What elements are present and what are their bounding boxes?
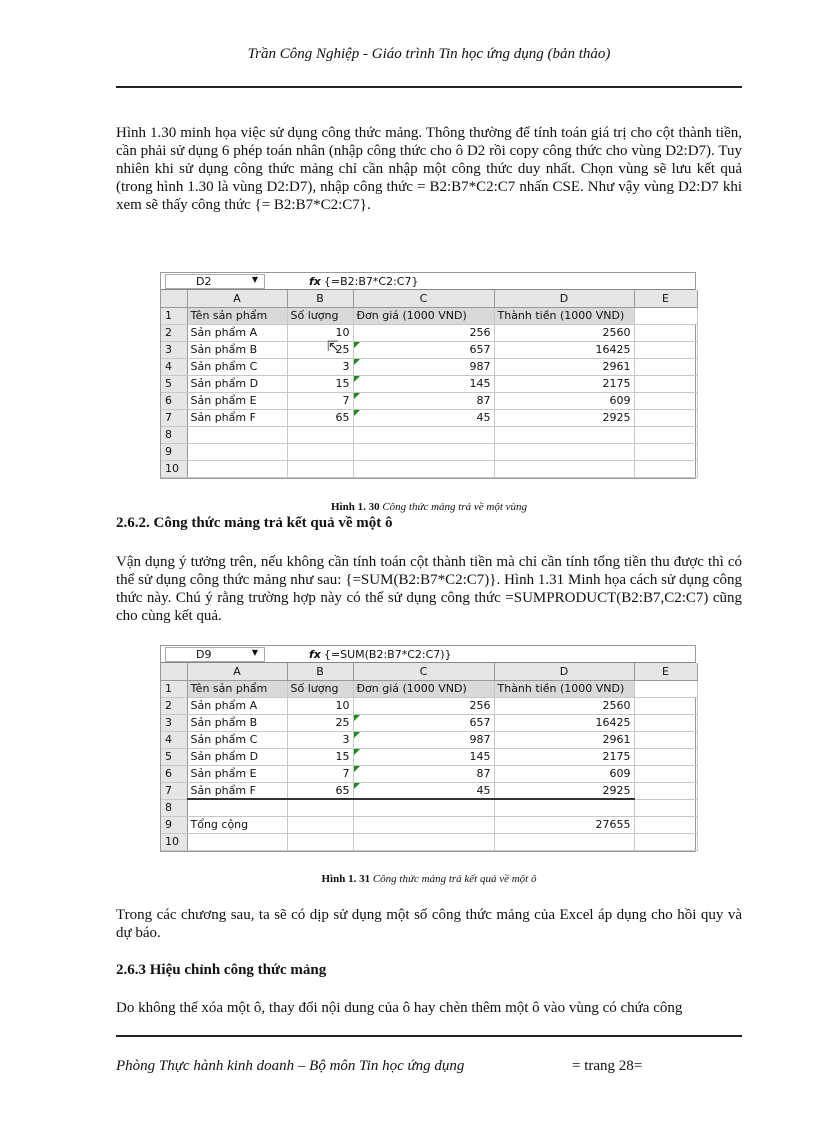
select-all-corner[interactable] bbox=[161, 290, 187, 307]
product-name-cell[interactable]: Sản phẩm A bbox=[187, 697, 287, 714]
price-cell[interactable]: 987 bbox=[353, 731, 494, 748]
empty-cell[interactable] bbox=[494, 799, 634, 816]
total-cell[interactable]: 2961 bbox=[494, 731, 634, 748]
dropdown-arrow-icon[interactable]: ▼ bbox=[251, 647, 258, 657]
quantity-cell[interactable]: 7 bbox=[287, 392, 353, 409]
product-name-cell[interactable]: Sản phẩm A bbox=[187, 324, 287, 341]
empty-cell[interactable] bbox=[353, 799, 494, 816]
quantity-cell[interactable]: 15 bbox=[287, 748, 353, 765]
product-name-cell[interactable]: Sản phẩm B bbox=[187, 714, 287, 731]
footer-page-number: = trang 28= bbox=[572, 1058, 643, 1074]
row-header[interactable]: 10 bbox=[161, 833, 187, 850]
name-box-value: D2 bbox=[196, 274, 212, 288]
figure-1-30-caption bbox=[116, 501, 742, 513]
empty-cell[interactable] bbox=[634, 324, 697, 341]
empty-cell[interactable] bbox=[634, 799, 697, 816]
product-name-cell[interactable]: Sản phẩm F bbox=[187, 409, 287, 426]
empty-cell[interactable] bbox=[494, 443, 634, 460]
empty-cell[interactable] bbox=[187, 426, 287, 443]
empty-cell[interactable] bbox=[634, 697, 697, 714]
row-header[interactable]: 5 bbox=[161, 375, 187, 392]
total-cell[interactable]: 2925 bbox=[494, 409, 634, 426]
product-name-cell[interactable]: Sản phẩm E bbox=[187, 765, 287, 782]
column-header-e[interactable]: E bbox=[634, 290, 697, 307]
header-cell[interactable]: Đơn giá (1000 VND) bbox=[353, 307, 494, 324]
empty-cell[interactable] bbox=[634, 409, 697, 426]
row-header[interactable]: 6 bbox=[161, 392, 187, 409]
quantity-cell[interactable]: 7 bbox=[287, 765, 353, 782]
row-header[interactable]: 2 bbox=[161, 324, 187, 341]
price-cell[interactable]: 987 bbox=[353, 358, 494, 375]
empty-cell[interactable] bbox=[634, 460, 697, 477]
empty-cell[interactable] bbox=[634, 341, 697, 358]
total-cell[interactable]: 2925 bbox=[494, 782, 634, 799]
column-header-b[interactable]: B bbox=[287, 663, 353, 680]
row-header[interactable]: 3 bbox=[161, 714, 187, 731]
empty-cell[interactable] bbox=[287, 443, 353, 460]
empty-cell[interactable] bbox=[634, 714, 697, 731]
empty-cell[interactable] bbox=[634, 680, 697, 697]
section-2-6-2-title: 2.6.2. Công thức mảng trả kết quả về một ô bbox=[116, 515, 393, 531]
total-cell[interactable]: 2961 bbox=[494, 358, 634, 375]
formula-bar bbox=[161, 273, 695, 290]
empty-cell[interactable] bbox=[287, 460, 353, 477]
empty-cell[interactable] bbox=[634, 731, 697, 748]
total-cell[interactable]: 2560 bbox=[494, 697, 634, 714]
select-all-corner[interactable] bbox=[161, 663, 187, 680]
section-2-6-3-paragraph: Do không thể xóa một ô, thay đổi nội dung của ô hay chèn thêm một ô vào vùng có chứa công bbox=[116, 1000, 683, 1016]
quantity-cell[interactable]: 3 bbox=[287, 358, 353, 375]
row-header[interactable]: 4 bbox=[161, 358, 187, 375]
empty-cell[interactable] bbox=[353, 833, 494, 850]
price-cell[interactable]: 256 bbox=[353, 324, 494, 341]
quantity-cell[interactable]: 10 bbox=[287, 324, 353, 341]
row-header[interactable]: 9 bbox=[161, 443, 187, 460]
empty-cell[interactable] bbox=[287, 799, 353, 816]
product-name-cell[interactable]: Sản phẩm C bbox=[187, 731, 287, 748]
function-icon[interactable]: fx bbox=[309, 647, 321, 661]
caption-label: Hình 1. 31 bbox=[321, 873, 371, 885]
name-box[interactable] bbox=[165, 274, 265, 289]
empty-cell[interactable] bbox=[353, 426, 494, 443]
footer-department: Phòng Thực hành kinh doanh – Bộ môn Tin học ứng dụng bbox=[116, 1058, 465, 1074]
formula-bar bbox=[161, 646, 695, 663]
empty-cell[interactable] bbox=[634, 833, 697, 850]
header-cell[interactable]: Đơn giá (1000 VND) bbox=[353, 680, 494, 697]
empty-cell[interactable] bbox=[634, 782, 697, 799]
quantity-cell[interactable]: 3 bbox=[287, 731, 353, 748]
empty-cell[interactable] bbox=[287, 426, 353, 443]
empty-cell[interactable] bbox=[634, 443, 697, 460]
empty-cell[interactable] bbox=[494, 833, 634, 850]
spreadsheet-figure-1-31 bbox=[160, 645, 696, 852]
header-cell[interactable]: Số lượng bbox=[287, 680, 353, 697]
product-name-cell[interactable]: Sản phẩm B bbox=[187, 341, 287, 358]
empty-cell[interactable] bbox=[353, 460, 494, 477]
empty-cell[interactable] bbox=[187, 833, 287, 850]
total-cell[interactable]: 609 bbox=[494, 765, 634, 782]
total-cell[interactable]: 609 bbox=[494, 392, 634, 409]
name-box-value: D9 bbox=[196, 647, 212, 661]
empty-cell[interactable] bbox=[494, 426, 634, 443]
row-header[interactable]: 10 bbox=[161, 460, 187, 477]
column-header-a[interactable]: A bbox=[187, 663, 287, 680]
empty-cell[interactable] bbox=[634, 375, 697, 392]
empty-cell[interactable] bbox=[353, 443, 494, 460]
empty-cell[interactable] bbox=[634, 392, 697, 409]
price-cell[interactable]: 87 bbox=[353, 765, 494, 782]
price-cell[interactable]: 45 bbox=[353, 782, 494, 799]
section-2-6-3-title: 2.6.3 Hiệu chỉnh công thức mảng bbox=[116, 962, 327, 978]
empty-cell[interactable] bbox=[634, 307, 697, 324]
column-header-b[interactable]: B bbox=[287, 290, 353, 307]
price-cell[interactable]: 87 bbox=[353, 392, 494, 409]
empty-cell[interactable] bbox=[353, 816, 494, 833]
quantity-cell[interactable]: 65 bbox=[287, 409, 353, 426]
formula-text[interactable]: {=SUM(B2:B7*C2:C7)} bbox=[323, 647, 452, 661]
total-cell[interactable]: 2175 bbox=[494, 375, 634, 392]
header-cell[interactable]: Số lượng bbox=[287, 307, 353, 324]
empty-cell[interactable] bbox=[634, 816, 697, 833]
column-header-e[interactable]: E bbox=[634, 663, 697, 680]
column-header-c[interactable]: C bbox=[353, 663, 494, 680]
quantity-cell[interactable]: 65 bbox=[287, 782, 353, 799]
price-cell[interactable]: 45 bbox=[353, 409, 494, 426]
row-header[interactable]: 9 bbox=[161, 816, 187, 833]
mouse-cursor-icon: ⇱ bbox=[327, 339, 339, 355]
row-header[interactable]: 6 bbox=[161, 765, 187, 782]
quantity-cell[interactable]: 25 bbox=[287, 341, 353, 358]
row-header[interactable]: 1 bbox=[161, 307, 187, 324]
function-icon[interactable]: fx bbox=[309, 274, 321, 288]
caption-text: Công thức mảng trả kết quả về một ô bbox=[372, 873, 537, 885]
empty-cell[interactable] bbox=[634, 426, 697, 443]
row-header[interactable]: 4 bbox=[161, 731, 187, 748]
price-cell[interactable]: 145 bbox=[353, 375, 494, 392]
row-header[interactable]: 3 bbox=[161, 341, 187, 358]
price-cell[interactable]: 145 bbox=[353, 748, 494, 765]
dropdown-arrow-icon[interactable]: ▼ bbox=[251, 274, 258, 284]
formula-text[interactable]: {=B2:B7*C2:C7} bbox=[323, 274, 419, 288]
paragraph-after-figures: Trong các chương sau, ta sẽ có dịp sử dụng một số công thức mảng của Excel áp dụng cho hồi quy và dự báo. bbox=[116, 907, 742, 941]
row-header[interactable]: 1 bbox=[161, 680, 187, 697]
empty-cell[interactable] bbox=[494, 460, 634, 477]
section-2-6-2-paragraph: Vận dụng ý tưởng trên, nếu không cần tính toán cột thành tiền mà chỉ cần tính tổng tiền thu được thì có thể sử dụng công thức mảng như sau: {=SUM(B2:B7*C2:C7)}. Hình 1.31 Minh họa cách sử dụng công thức này. Chú ý rằng trường hợp này có thể sử dụng công thức =SUMPRODUCT(B2:B7,C2:C7) cũng cho cùng kết quả. bbox=[116, 554, 742, 624]
empty-cell[interactable] bbox=[634, 765, 697, 782]
total-cell[interactable]: 16425 bbox=[494, 714, 634, 731]
total-cell[interactable]: 2560 bbox=[494, 324, 634, 341]
spreadsheet-figure-1-30 bbox=[160, 272, 696, 479]
total-cell[interactable]: 2175 bbox=[494, 748, 634, 765]
product-name-cell[interactable]: Sản phẩm D bbox=[187, 748, 287, 765]
row-header[interactable]: 2 bbox=[161, 697, 187, 714]
intro-paragraph: Hình 1.30 minh họa việc sử dụng công thức mảng. Thông thường để tính toán giá trị cho cột thành tiền, cần phải sử dụng 6 phép toán nhân (nhập công thức cho ô D2 rồi copy công thức cho vùng D2:D7). Tuy nhiên khi sử dụng công thức mảng chỉ cần nhập một công thức duy nhất. Chọn vùng sẽ lưu kết quả (trong hình 1.30 là vùng D2:D7), nhập công thức = B2:B7*C2:C7 nhấn CSE. Như vậy vùng D2:D7 khi xem sẽ thấy công thức {= B2:B7*C2:C7}. bbox=[116, 125, 742, 213]
header-cell[interactable]: Thành tiền (1000 VND) bbox=[494, 307, 634, 324]
empty-cell[interactable] bbox=[634, 748, 697, 765]
name-box[interactable] bbox=[165, 647, 265, 662]
row-header[interactable]: 8 bbox=[161, 799, 187, 816]
empty-cell[interactable] bbox=[634, 358, 697, 375]
figure-1-31-caption bbox=[116, 873, 742, 885]
header-cell[interactable]: Tên sản phẩm bbox=[187, 307, 287, 324]
caption-label: Hình 1. 30 bbox=[330, 501, 380, 513]
product-name-cell[interactable]: Sản phẩm C bbox=[187, 358, 287, 375]
footer-rule bbox=[116, 1035, 742, 1037]
header-cell[interactable]: Tên sản phẩm bbox=[187, 680, 287, 697]
row-header[interactable]: 8 bbox=[161, 426, 187, 443]
quantity-cell[interactable]: 25 bbox=[287, 714, 353, 731]
cell-grid bbox=[161, 663, 698, 851]
empty-cell[interactable] bbox=[187, 443, 287, 460]
grand-total-value-cell[interactable]: 27655 bbox=[494, 816, 634, 833]
grand-total-label-cell[interactable]: Tổng cộng bbox=[187, 816, 287, 833]
row-header[interactable]: 7 bbox=[161, 409, 187, 426]
empty-cell[interactable] bbox=[187, 799, 287, 816]
header-rule bbox=[116, 86, 742, 88]
quantity-cell[interactable]: 15 bbox=[287, 375, 353, 392]
product-name-cell[interactable]: Sản phẩm E bbox=[187, 392, 287, 409]
price-cell[interactable]: 657 bbox=[353, 714, 494, 731]
product-name-cell[interactable]: Sản phẩm D bbox=[187, 375, 287, 392]
cell-grid bbox=[161, 290, 698, 478]
row-header[interactable]: 7 bbox=[161, 782, 187, 799]
header-cell[interactable]: Thành tiền (1000 VND) bbox=[494, 680, 634, 697]
price-cell[interactable]: 657 bbox=[353, 341, 494, 358]
column-header-a[interactable]: A bbox=[187, 290, 287, 307]
total-cell[interactable]: 16425 bbox=[494, 341, 634, 358]
column-header-c[interactable]: C bbox=[353, 290, 494, 307]
quantity-cell[interactable]: 10 bbox=[287, 697, 353, 714]
empty-cell[interactable] bbox=[187, 460, 287, 477]
product-name-cell[interactable]: Sản phẩm F bbox=[187, 782, 287, 799]
row-header[interactable]: 5 bbox=[161, 748, 187, 765]
price-cell[interactable]: 256 bbox=[353, 697, 494, 714]
caption-text: Công thức mảng trả về một vùng bbox=[382, 501, 528, 513]
column-header-d[interactable]: D bbox=[494, 663, 634, 680]
page-header: Trần Công Nghiệp - Giáo trình Tin học ứng dụng (bản thảo) bbox=[247, 46, 611, 62]
empty-cell[interactable] bbox=[287, 833, 353, 850]
empty-cell[interactable] bbox=[287, 816, 353, 833]
column-header-d[interactable]: D bbox=[494, 290, 634, 307]
